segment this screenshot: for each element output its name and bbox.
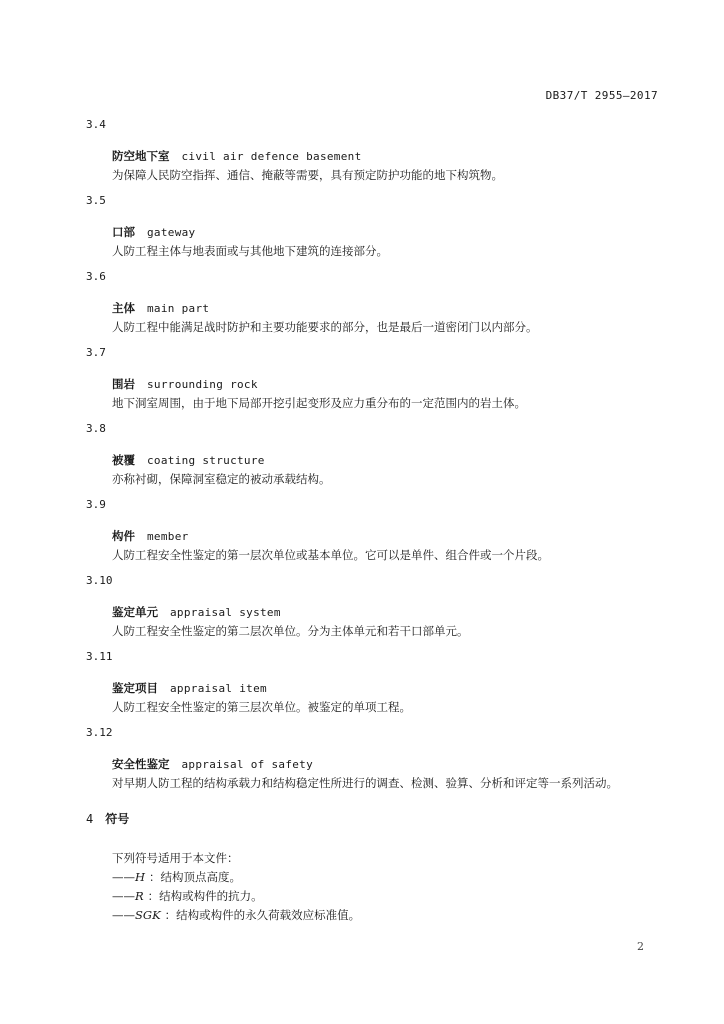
symbol-item-h	[112, 868, 360, 887]
symbol-list	[112, 849, 360, 925]
section-number: 4	[86, 812, 94, 826]
term-english: civil air defence basement	[181, 150, 362, 163]
term-definition: 为保障人民防空指挥、通信、掩蔽等需要，具有预定防护功能的地下构筑物。	[112, 168, 503, 182]
clause-number: 3.11	[86, 650, 113, 663]
clause-number: 3.10	[86, 574, 113, 587]
term-entry-3-8	[0, 422, 724, 498]
clause-number: 3.9	[86, 498, 106, 511]
term-entry-3-9	[0, 498, 724, 574]
term-english: gateway	[147, 226, 196, 239]
symbol-description: ：结构顶点高度。	[149, 870, 242, 884]
term-english: appraisal of safety	[181, 758, 314, 771]
term-definition: 亦称衬砌，保障洞室稳定的被动承载结构。	[112, 472, 331, 486]
symbol-item-r	[112, 887, 360, 906]
term-chinese: 安全性鉴定	[112, 757, 170, 771]
symbol-intro: 下列符号适用于本文件：	[112, 851, 239, 865]
term-heading	[112, 528, 189, 544]
term-definition: 人防工程安全性鉴定的第一层次单位或基本单位。它可以是单件、组合件或一个片段。	[112, 548, 549, 562]
term-heading	[112, 604, 281, 620]
term-chinese: 口部	[112, 225, 135, 239]
clause-number: 3.4	[86, 118, 106, 131]
term-heading	[112, 452, 265, 468]
section-heading	[86, 810, 129, 827]
symbol-dash: ——	[112, 908, 135, 922]
term-entry-3-7	[0, 346, 724, 422]
term-entry-3-11	[0, 650, 724, 726]
term-english: surrounding rock	[147, 378, 258, 391]
symbol-dash: ——	[112, 889, 135, 903]
term-entries	[0, 118, 724, 802]
clause-number: 3.7	[86, 346, 106, 359]
term-definition: 人防工程安全性鉴定的第二层次单位。分为主体单元和若干口部单元。	[112, 624, 469, 638]
term-english: appraisal item	[170, 682, 267, 695]
symbol-item-sgk	[112, 906, 360, 925]
term-chinese: 被覆	[112, 453, 135, 467]
term-entry-3-10	[0, 574, 724, 650]
term-definition: 人防工程安全性鉴定的第三层次单位。被鉴定的单项工程。	[112, 700, 411, 714]
term-chinese: 鉴定单元	[112, 605, 158, 619]
term-definition: 人防工程中能满足战时防护和主要功能要求的部分，也是最后一道密闭门以内部分。	[112, 320, 538, 334]
symbol-variable: SGK	[135, 908, 161, 922]
term-entry-3-5	[0, 194, 724, 270]
clause-number: 3.8	[86, 422, 106, 435]
symbol-description: ：结构或构件的永久荷载效应标准值。	[164, 908, 361, 922]
symbol-dash: ——	[112, 870, 135, 884]
standard-code: DB37/T 2955—2017	[545, 89, 658, 102]
term-entry-3-12	[0, 726, 724, 802]
clause-number: 3.12	[86, 726, 113, 739]
term-entry-3-4	[0, 118, 724, 194]
term-chinese: 构件	[112, 529, 135, 543]
symbol-description: ：结构或构件的抗力。	[147, 889, 263, 903]
term-english: coating structure	[147, 454, 265, 467]
term-chinese: 防空地下室	[112, 149, 170, 163]
term-english: appraisal system	[170, 606, 281, 619]
term-chinese: 主体	[112, 301, 135, 315]
term-definition: 人防工程主体与地表面或与其他地下建筑的连接部分。	[112, 244, 388, 258]
term-heading	[112, 148, 362, 164]
term-chinese: 鉴定项目	[112, 681, 158, 695]
term-heading	[112, 376, 258, 392]
clause-number: 3.6	[86, 270, 106, 283]
clause-number: 3.5	[86, 194, 106, 207]
term-definition: 地下洞室周围，由于地下局部开挖引起变形及应力重分布的一定范围内的岩土体。	[112, 396, 526, 410]
section-title: 符号	[105, 812, 130, 826]
symbol-variable: R	[135, 889, 144, 903]
symbol-variable: H	[135, 870, 146, 884]
page-number: 2	[637, 940, 644, 953]
term-english: main part	[147, 302, 210, 315]
term-entry-3-6	[0, 270, 724, 346]
term-heading	[112, 300, 209, 316]
term-heading	[112, 680, 267, 696]
term-chinese: 围岩	[112, 377, 135, 391]
term-heading	[112, 224, 195, 240]
term-definition: 对早期人防工程的结构承载力和结构稳定性所进行的调查、检测、验算、分析和评定等一系列活动。	[112, 776, 618, 790]
term-heading	[112, 756, 313, 772]
term-english: member	[147, 530, 189, 543]
